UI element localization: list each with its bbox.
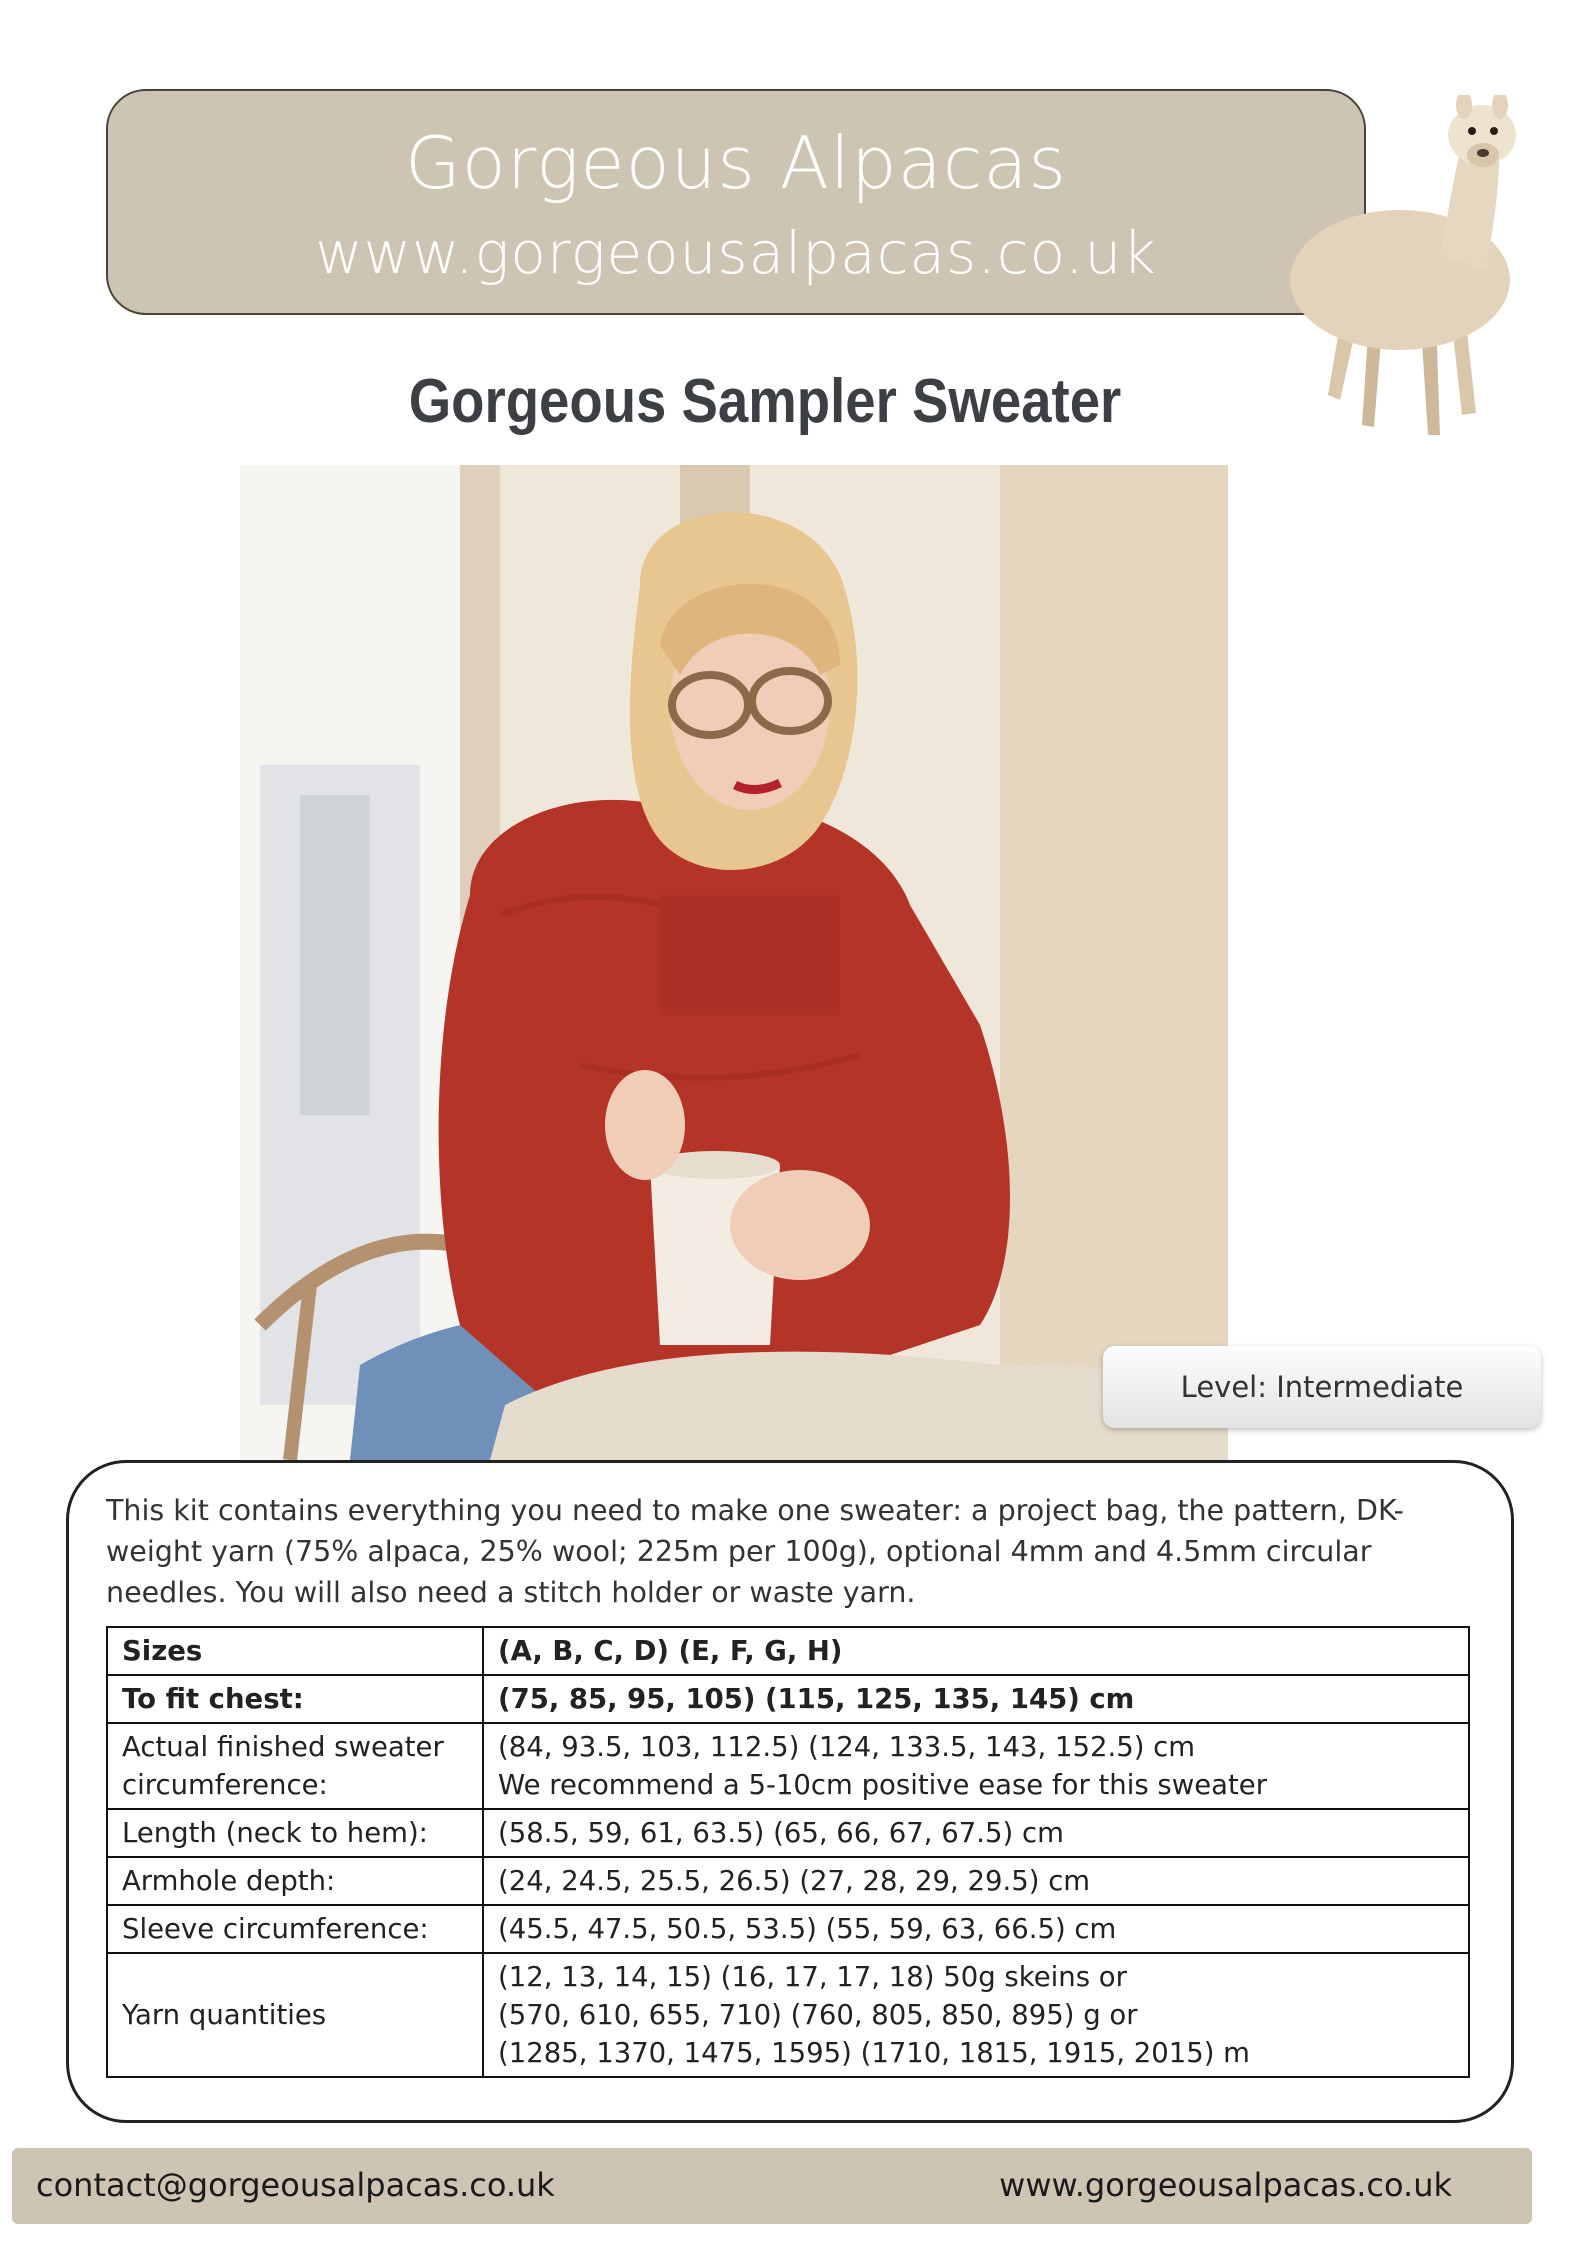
spec-value-line: (1285, 1370, 1475, 1595) (1710, 1815, 1915, 2015) m [498,2037,1250,2069]
table-row [107,1905,1469,1953]
spec-value-line: We recommend a 5-10cm positive ease for this sweater [498,1769,1268,1801]
footer-bar [12,2148,1532,2224]
spec-value-line: (45.5, 47.5, 50.5, 53.5) (55, 59, 63, 66.5) cm [498,1913,1117,1945]
spec-label: To fit chest: [107,1675,483,1723]
spec-label: Sizes [107,1627,483,1675]
header-website: www.gorgeousalpacas.co.uk [315,219,1157,287]
spec-value [483,1809,1469,1857]
footer-website[interactable]: www.gorgeousalpacas.co.uk [999,2166,1452,2204]
spec-value [483,1723,1469,1809]
spec-value [483,1627,1469,1675]
spec-value-line: (58.5, 59, 61, 63.5) (65, 66, 67, 67.5) cm [498,1817,1064,1849]
spec-value [483,1675,1469,1723]
spec-label: Length (neck to hem): [107,1809,483,1857]
spec-label: Yarn quantities [107,1953,483,2077]
kit-description: This kit contains everything you need to make one sweater: a project bag, the pattern, DK-weight yarn (75% alpaca, 25% wool; 225m per 100g), optional 4mm and 4.5mm circular needles. You will also need a stitch holder or waste yarn. [106,1494,1404,1609]
spec-value-line: (84, 93.5, 103, 112.5) (124, 133.5, 143, 152.5) cm [498,1731,1196,1763]
spec-value-line: (12, 13, 14, 15) (16, 17, 17, 18) 50g skeins or [498,1961,1127,1993]
contact-email[interactable]: contact@gorgeousalpacas.co.uk [36,2166,555,2204]
spec-value-line: (A, B, C, D) (E, F, G, H) [498,1635,843,1667]
brand-name: Gorgeous Alpacas [404,121,1068,205]
table-row [107,1953,1469,2077]
table-row [107,1675,1469,1723]
spec-value [483,1857,1469,1905]
table-row [107,1723,1469,1809]
spec-value [483,1905,1469,1953]
spec-label: Sleeve circumference: [107,1905,483,1953]
level-badge: Level: Intermediate [1103,1346,1541,1428]
spec-value-line: (24, 24.5, 25.5, 26.5) (27, 28, 29, 29.5) cm [498,1865,1091,1897]
size-specs-table [106,1626,1470,2078]
spec-value [483,1953,1469,2077]
spec-label: Armhole depth: [107,1857,483,1905]
table-row [107,1809,1469,1857]
page-title: Gorgeous Sampler Sweater [408,367,1122,436]
model-photo [240,465,1228,1460]
header-banner [106,89,1366,315]
table-row [107,1627,1469,1675]
spec-value-line: (570, 610, 655, 710) (760, 805, 850, 895) g or [498,1999,1138,2031]
spec-label: Actual finished sweater circumference: [107,1723,483,1809]
table-row [107,1857,1469,1905]
spec-value-line: (75, 85, 95, 105) (115, 125, 135, 145) cm [498,1683,1135,1715]
